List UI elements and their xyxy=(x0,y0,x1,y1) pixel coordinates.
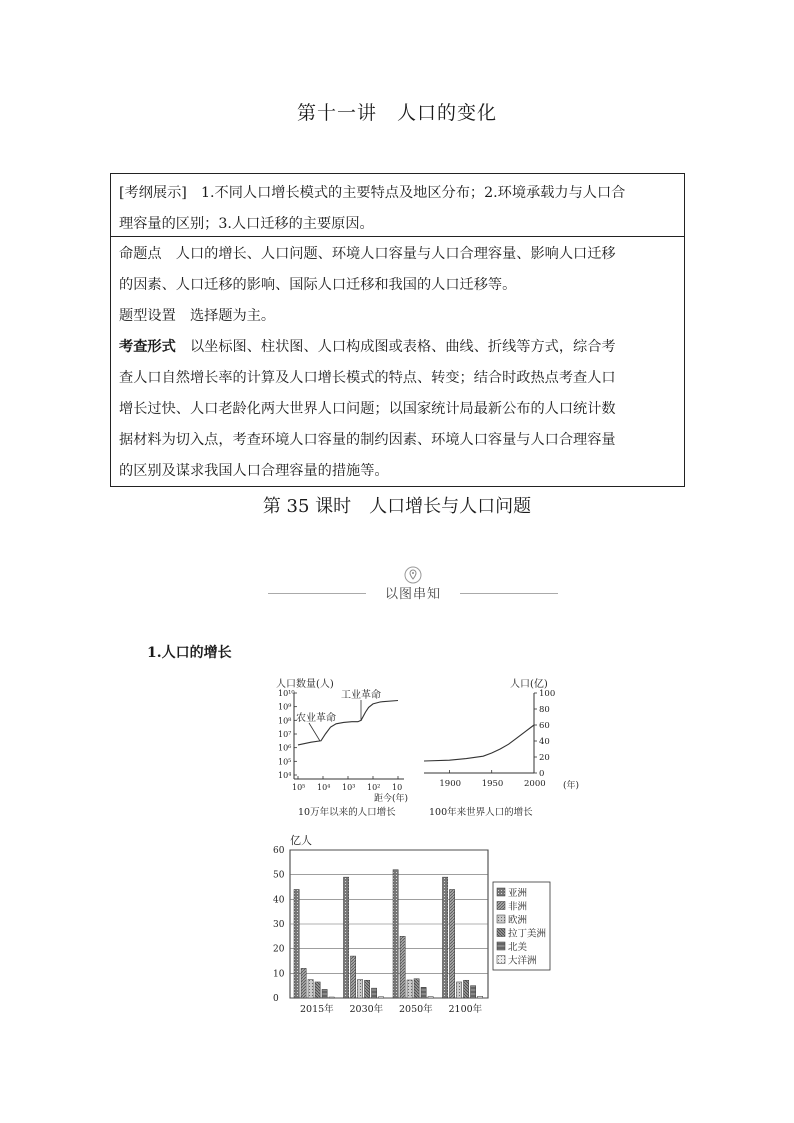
chart1-y-tick-label: 10⁵ xyxy=(278,757,292,767)
chart3-x-tick-label: 2015年 xyxy=(300,1004,334,1015)
chart3-bar xyxy=(400,936,405,998)
chart1-x-tick-label: 10² xyxy=(367,783,381,792)
chart2-y-tick-label: 60 xyxy=(539,721,550,731)
exam-form-label: 考查形式 xyxy=(119,339,176,355)
chart3-y-tick-label: 40 xyxy=(273,895,285,906)
chart3-x-tick-label: 2050年 xyxy=(399,1004,433,1015)
syllabus-line xyxy=(119,178,676,209)
chart3-ylabel: 亿人 xyxy=(290,834,312,847)
chart3-x-tick-label: 2030年 xyxy=(349,1004,384,1015)
chart3-x-ticks xyxy=(300,1003,483,1015)
chart1-x-tick-label: 10⁵ xyxy=(292,783,306,792)
chart1-xlabel: 距今(年) xyxy=(374,794,409,804)
chart3-bar xyxy=(301,968,306,998)
chart3-bar xyxy=(464,980,469,998)
chart3-y-tick-label: 30 xyxy=(273,920,285,930)
chart3-bar xyxy=(393,870,398,998)
chart3-bar xyxy=(421,987,426,998)
chart2-caption: 100年来世界人口的增长 xyxy=(429,807,533,818)
chart1-y-tick-label: 10⁷ xyxy=(278,730,292,739)
chart1-x-ticks xyxy=(292,776,402,792)
exam-info-line xyxy=(119,394,676,425)
page-title: 第十一讲 人口的变化 xyxy=(296,102,497,124)
chart3-bar xyxy=(478,996,483,998)
chart2-y-tick-label: 100 xyxy=(539,689,556,699)
chart3-legend-swatch xyxy=(497,915,505,923)
chart3-bar xyxy=(308,980,313,999)
chart1-x-tick-label: 10³ xyxy=(342,783,356,792)
chart3-y-tick-label: 50 xyxy=(273,870,285,881)
exam-info-line xyxy=(119,239,676,270)
exam-info-line xyxy=(119,301,676,332)
exam-form-text: 以坐标图、柱状图、人口构成图或表格、曲线、折线等方式，综合考 xyxy=(175,339,616,355)
chart2-x-tick-label: 2000 xyxy=(524,779,546,789)
chart3-legend-label: 北美 xyxy=(508,942,528,953)
chart3-legend-label: 拉丁美洲 xyxy=(508,928,547,940)
chart1-annotation-agri: 农业革命 xyxy=(296,713,336,724)
chart3-bar xyxy=(365,980,370,998)
exam-form-text: 增长过快、人口老龄化两大世界人口问题；以国家统计局最新公布的人口统计数 xyxy=(119,401,616,417)
chart3-y-tick-label: 20 xyxy=(273,944,285,955)
chart3-y-tick-label: 10 xyxy=(273,969,285,980)
chart3-bar xyxy=(344,877,349,998)
topic-text: 的因素、人口迁移的影响、国际人口迁移和我国的人口迁移等。 xyxy=(119,277,517,293)
chart3-legend-label: 亚洲 xyxy=(508,888,528,899)
chart1-y-tick-label: 10⁴ xyxy=(278,771,292,780)
chart1-ylabel: 人口数量(人) xyxy=(276,679,334,690)
chart3-bar xyxy=(414,979,419,998)
chart3-bar xyxy=(471,986,476,998)
chart1-x-tick-label: 10⁴ xyxy=(317,783,331,792)
chart3-bar xyxy=(407,980,412,998)
question-type-label: 题型设置 xyxy=(119,308,176,324)
exam-form-text: 据材料为切入点，考查环境人口容量的制约因素、环境人口容量与人口合理容量 xyxy=(119,432,616,448)
chart2-ylabel: 人口(亿) xyxy=(510,679,548,690)
exam-info-line xyxy=(119,363,676,394)
chart3-bar xyxy=(351,956,356,998)
syllabus-text: 理容量的区别；3.人口迁移的主要原因。 xyxy=(119,216,374,232)
separator-line-left xyxy=(268,593,366,594)
chart2-x-tick-label: 1950 xyxy=(481,779,504,789)
exam-info-row xyxy=(111,237,684,487)
chart1-y-tick-label: 10⁹ xyxy=(278,702,292,712)
syllabus-text: 1.不同人口增长模式的主要特点及地区分布；2.环境承载力与人口合 xyxy=(186,185,626,201)
chart3-x-tick-label: 2100年 xyxy=(448,1004,483,1015)
exam-info-line xyxy=(119,332,676,363)
chart3-bar xyxy=(428,997,433,998)
chart1-x-tick-label: 10 xyxy=(392,783,403,792)
separator-line-right xyxy=(460,593,558,594)
chart3-bar xyxy=(294,889,299,998)
chart2-y-tick-label: 20 xyxy=(539,753,550,763)
chart2-y-ticks xyxy=(534,689,555,779)
exam-info-line xyxy=(119,270,676,301)
chart3-bar xyxy=(450,889,455,998)
chart2-y-tick-label: 0 xyxy=(539,769,545,779)
chart2-y-tick-label: 40 xyxy=(539,737,550,747)
chart3-legend-label: 欧洲 xyxy=(508,915,528,926)
section-heading: 1.人口的增长 xyxy=(147,645,232,661)
location-pin-icon xyxy=(404,566,422,584)
separator-label: 以图串知 xyxy=(384,587,441,602)
chart3-bar xyxy=(457,982,462,998)
chart3-legend-swatch xyxy=(497,942,505,950)
chart1-annotation-pointer xyxy=(309,723,320,741)
chart3-legend-swatch xyxy=(497,956,505,964)
chart-population-100-years xyxy=(424,675,589,820)
chart2-population-curve xyxy=(424,725,534,761)
chart2-y-tick-label: 80 xyxy=(539,705,550,715)
chart3-bar xyxy=(372,988,377,998)
chart3-bar xyxy=(322,989,327,998)
topic-label: 命题点 xyxy=(119,246,162,262)
chart3-y-tick-label: 0 xyxy=(273,994,279,1004)
chart1-y-tick-label: 10⁶ xyxy=(278,743,292,753)
exam-info-line xyxy=(119,425,676,456)
chart1-annotation-industry: 工业革命 xyxy=(341,690,381,701)
chart3-legend-label: 大洋洲 xyxy=(508,955,537,967)
syllabus-label: [考纲展示] xyxy=(119,185,187,201)
exam-form-text: 的区别及谋求我国人口合理容量的措施等。 xyxy=(119,463,389,479)
chart3-bar xyxy=(443,877,448,998)
chart3-legend-swatch xyxy=(497,929,505,937)
syllabus-box xyxy=(110,173,685,487)
exam-info-line xyxy=(119,456,676,487)
chart2-xlabel: (年) xyxy=(563,781,580,791)
chart3-legend-label: 非洲 xyxy=(508,901,528,913)
chart1-y-tick-label: 10⁸ xyxy=(278,716,292,726)
syllabus-row xyxy=(111,174,684,237)
topic-text: 人口的增长、人口问题、环境人口容量与人口合理容量、影响人口迁移 xyxy=(161,246,616,262)
chart3-bar xyxy=(329,997,334,998)
chart3-bar xyxy=(358,980,363,999)
chart3-bars xyxy=(294,870,483,998)
chart3-bar xyxy=(379,997,384,998)
chart3-bar xyxy=(315,982,320,998)
chart3-legend-swatch xyxy=(497,902,505,910)
chart3-legend-swatch xyxy=(497,888,505,896)
section-separator xyxy=(268,566,558,606)
syllabus-line xyxy=(119,209,676,240)
chart2-x-tick-label: 1900 xyxy=(439,779,462,789)
lesson-title: 第 35 课时 人口增长与人口问题 xyxy=(262,496,532,517)
chart-population-100k-years xyxy=(276,675,416,820)
question-type-text: 选择题为主。 xyxy=(175,308,276,324)
chart1-caption: 10万年以来的人口增长 xyxy=(298,807,396,818)
chart3-legend xyxy=(493,882,550,970)
chart1-y-tick-label: 10¹⁰ xyxy=(278,689,295,698)
exam-form-text: 查人口自然增长率的计算及人口增长模式的特点、转变；结合时政热点考查人口 xyxy=(119,370,616,386)
chart-continent-population-bars xyxy=(270,830,570,1020)
chart3-y-tick-label: 60 xyxy=(273,846,285,856)
